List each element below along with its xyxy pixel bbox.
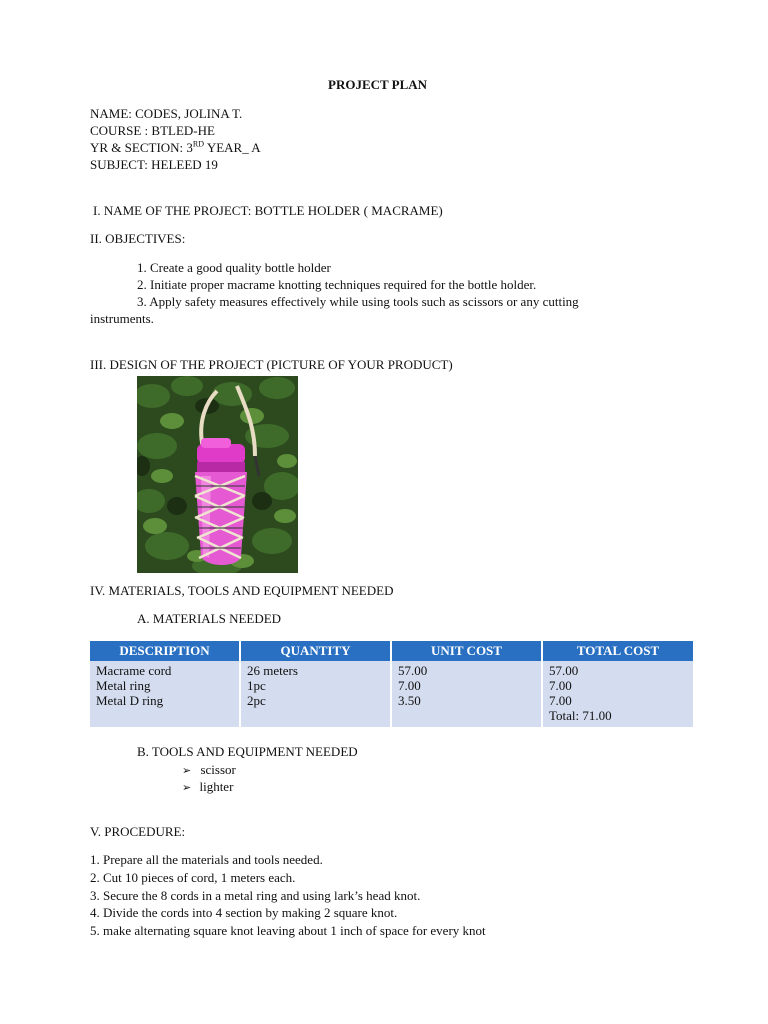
unit-cost-item: 57.00: [398, 663, 428, 678]
procedure-heading: V. PROCEDURE:: [90, 824, 186, 839]
year-section-line: [90, 140, 261, 156]
year-section-suffix: YEAR_ A: [204, 140, 261, 155]
description-item: Metal ring: [96, 678, 151, 693]
quantity-item: 2pc: [247, 693, 266, 708]
total-cost-item: 7.00: [549, 693, 572, 708]
description-item: Metal D ring: [96, 693, 164, 708]
objectives-heading: II. OBJECTIVES:: [90, 231, 186, 246]
unit-cost-item: 7.00: [398, 678, 421, 693]
year-superscript: RD: [192, 139, 205, 149]
quantity-item: 26 meters: [247, 663, 298, 678]
design-heading: III. DESIGN OF THE PROJECT (PICTURE OF YOUR PRODUCT): [90, 357, 453, 372]
unit-cost-item: 3.50: [398, 693, 421, 708]
tools-heading: B. TOOLS AND EQUIPMENT NEEDED: [137, 744, 358, 759]
subject-line: SUBJECT: HELEED 19: [90, 157, 218, 172]
objective-item-continued: instruments.: [90, 311, 154, 326]
quantity-cell: [240, 661, 391, 727]
total-cost-cell: [542, 661, 693, 727]
header-total-cost: TOTAL COST: [542, 641, 693, 661]
total-cost-item: 7.00: [549, 678, 572, 693]
project-name-heading: I. NAME OF THE PROJECT: BOTTLE HOLDER ( MACRAME): [93, 203, 443, 218]
arrow-bullet-icon: ➢: [182, 782, 192, 794]
student-name: NAME: CODES, JOLINA T.: [90, 106, 243, 121]
table-row: [90, 661, 693, 727]
procedure-step: 5. make alternating square knot leaving about 1 inch of space for every knot: [90, 923, 486, 938]
tool-label: lighter: [199, 779, 234, 794]
description-cell: [90, 661, 240, 727]
description-item: Macrame cord: [96, 663, 172, 678]
materials-needed-heading: A. MATERIALS NEEDED: [137, 611, 282, 626]
course-line: COURSE : BTLED-HE: [90, 123, 215, 138]
procedure-step: 2. Cut 10 pieces of cord, 1 meters each.: [90, 870, 296, 885]
materials-table: [90, 641, 693, 727]
tool-list-item: [182, 779, 233, 796]
table-header-row: [90, 641, 693, 661]
grand-total: Total: 71.00: [549, 708, 612, 723]
year-section-prefix: YR & SECTION: 3: [90, 140, 193, 155]
quantity-item: 1pc: [247, 678, 266, 693]
unit-cost-cell: [391, 661, 542, 727]
total-cost-item: 57.00: [549, 663, 579, 678]
tool-label: scissor: [200, 762, 236, 777]
objective-item: 1. Create a good quality bottle holder: [137, 260, 331, 275]
procedure-step: 4. Divide the cords into 4 section by making 2 square knot.: [90, 905, 398, 920]
objective-item: 3. Apply safety measures effectively while using tools such as scissors or any cutting: [137, 294, 579, 309]
objective-item: 2. Initiate proper macrame knotting techniques required for the bottle holder.: [137, 277, 537, 292]
procedure-step: 1. Prepare all the materials and tools needed.: [90, 852, 323, 867]
product-photo: [137, 376, 298, 573]
tool-list-item: [182, 762, 236, 779]
arrow-bullet-icon: ➢: [182, 765, 192, 777]
header-unit-cost: UNIT COST: [391, 641, 542, 661]
header-description: DESCRIPTION: [90, 641, 240, 661]
header-quantity: QUANTITY: [240, 641, 391, 661]
materials-tools-heading: IV. MATERIALS, TOOLS AND EQUIPMENT NEEDED: [90, 583, 394, 598]
procedure-step: 3. Secure the 8 cords in a metal ring and using lark’s head knot.: [90, 888, 421, 903]
page-title: PROJECT PLAN: [328, 77, 428, 92]
